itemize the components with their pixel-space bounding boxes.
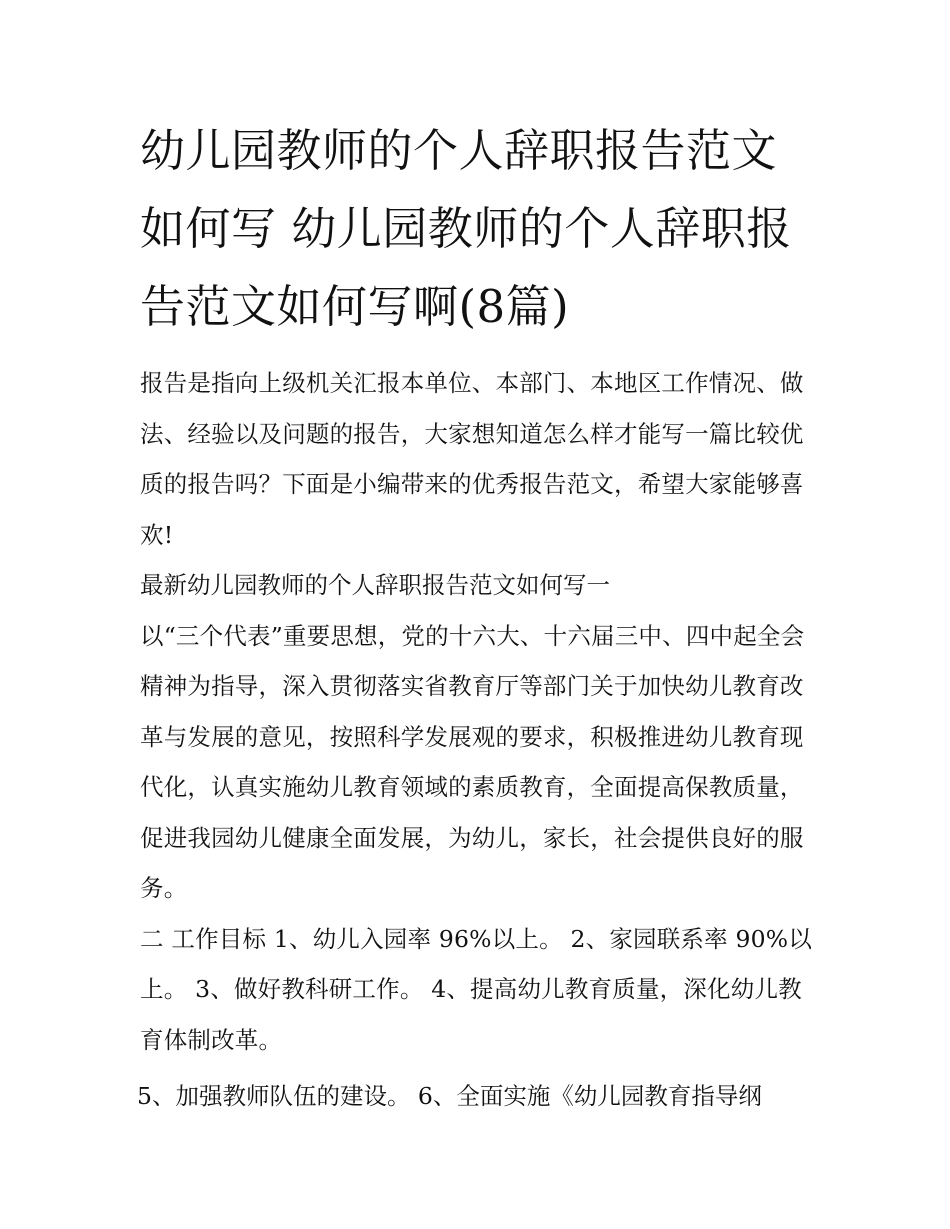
body-paragraph-teacher-team: 5、加强教师队伍的建设。 6、全面实施《幼儿园教育指导纲 (137, 1082, 762, 1110)
document-title: 幼儿园教师的个人辞职报告范文如何写 幼儿园教师的个人辞职报告范文如何写啊(8篇) (140, 124, 792, 333)
body-paragraph-guiding-ideology: 以“三个代表”重要思想，党的十六大、十六届三中、四中起全会精神为指导，深入贯彻落实省教育厅等部门关于加快幼儿教育改革与发展的意见，按照科学发展观的要求，积极推进幼儿教育现代化，认真实施幼儿教育领域的素质教育，全面提高保教质量，促进我园幼儿健康全面发展，为幼儿，家长，社会提供良好的服务。 (140, 621, 805, 902)
section-heading: 最新幼儿园教师的个人辞职报告范文如何写一 (140, 571, 610, 599)
intro-paragraph: 报告是指向上级机关汇报本单位、本部门、本地区工作情况、做法、经验以及问题的报告，大家想知道怎么样才能写一篇比较优质的报告吗？下面是小编带来的优秀报告范文，希望大家能够喜欢! (140, 369, 804, 549)
body-paragraph-work-goals: 二 工作目标 1、幼儿入园率 96%以上。 2、家园联系率 90%以上。 3、做好教科研工作。 4、提高幼儿教育质量，深化幼儿教育体制改革。 (140, 924, 813, 1054)
document-content (137, 112, 820, 1122)
